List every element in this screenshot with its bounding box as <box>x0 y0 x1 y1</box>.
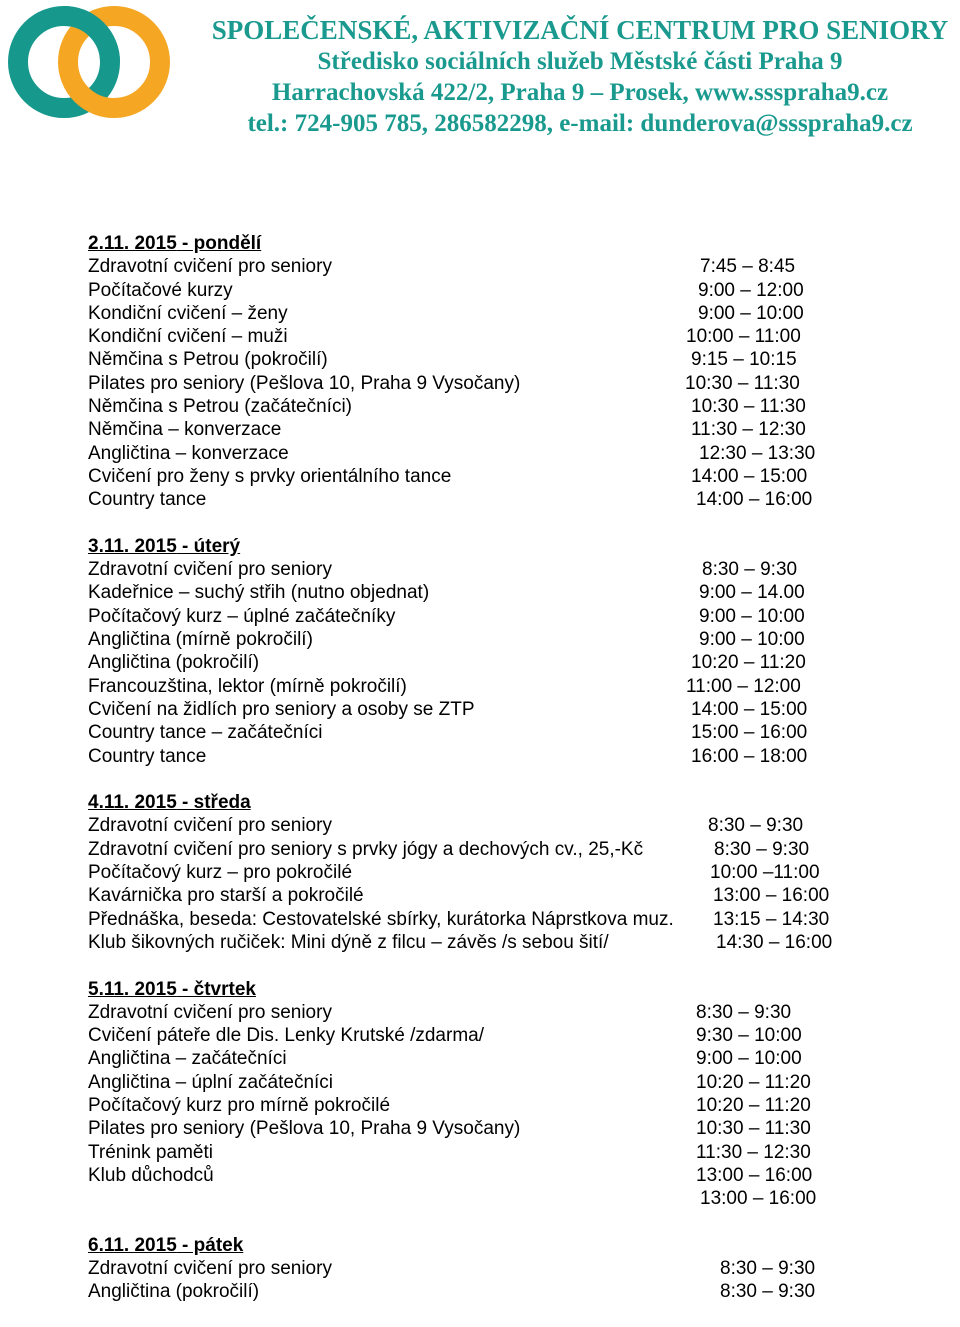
activity-time: 13:00 – 16:00 <box>696 1164 813 1186</box>
day-name: - středa <box>182 792 251 814</box>
activity-time: 11:00 – 12:00 <box>686 675 801 697</box>
day-heading <box>88 978 948 1001</box>
day-heading <box>88 1234 948 1257</box>
day-date: 2.11. 2015 <box>88 233 177 254</box>
activity-name: Cvičení pro ženy s prvky orientálního tance <box>88 465 452 487</box>
schedule-row <box>88 1187 948 1210</box>
activity-time: 10:00 – 11:00 <box>686 326 801 348</box>
activity-name: Country tance <box>88 745 207 767</box>
schedule-row <box>88 488 948 511</box>
day-name: - čtvrtek <box>182 978 256 1000</box>
day-section <box>88 978 948 1211</box>
activity-name: Angličtina (mírně pokročilí) <box>88 629 313 651</box>
header <box>200 14 960 139</box>
schedule-row <box>88 814 948 837</box>
activity-time: 9:00 – 10:00 <box>698 302 804 324</box>
activity-time: 12:30 – 13:30 <box>699 442 816 464</box>
activity-name: Kavárnička pro starší a pokročilé <box>88 885 364 907</box>
activity-time: 13:15 – 14:30 <box>713 908 830 930</box>
activity-time: 8:30 – 9:30 <box>720 1281 816 1303</box>
activity-time: 9:00 – 10:00 <box>699 629 805 651</box>
day-section <box>88 791 948 954</box>
activity-time: 9:15 – 10:15 <box>691 349 797 371</box>
day-date: 5.11. 2015 <box>88 978 177 1000</box>
logo-rings-icon <box>4 2 174 122</box>
day-heading <box>88 535 948 558</box>
schedule-row <box>88 1257 948 1280</box>
activity-time: 10:30 – 11:30 <box>685 372 800 394</box>
schedule-row <box>88 908 948 931</box>
activity-name: Počítačový kurz – úplné začátečníky <box>88 605 396 627</box>
day-heading <box>88 232 948 255</box>
activity-time: 9:30 – 10:00 <box>696 1025 802 1047</box>
schedule-row <box>88 1047 948 1070</box>
day-heading <box>88 791 948 814</box>
activity-time: 9:00 – 10:00 <box>699 605 805 627</box>
activity-time: 11:30 – 12:30 <box>691 419 806 441</box>
activity-time: 9:00 – 14.00 <box>699 582 805 604</box>
schedule-row <box>88 418 948 441</box>
day-section <box>88 232 948 512</box>
day-section <box>88 1234 948 1304</box>
header-address: Harrachovská 422/2, Praha 9 – Prosek, www.ssspraha9.cz <box>271 79 889 106</box>
activity-name: Kondiční cvičení – ženy <box>88 302 288 324</box>
activity-time: 16:00 – 18:00 <box>691 745 808 767</box>
activity-name: Zdravotní cvičení pro seniory s prvky jógy a dechových cv., 25,-Kč <box>88 838 644 860</box>
activity-name: Zdravotní cvičení pro seniory <box>88 1001 332 1023</box>
activity-time: 10:20 – 11:20 <box>696 1094 811 1116</box>
day-date: 3.11. 2015 <box>88 535 177 557</box>
schedule-row <box>88 279 948 302</box>
activity-time: 11:30 – 12:30 <box>696 1141 811 1163</box>
schedule-row <box>88 1071 948 1094</box>
activity-name: Němčina s Petrou (začátečníci) <box>88 396 352 418</box>
activity-name: Kadeřnice – suchý střih (nutno objednat) <box>88 582 430 604</box>
activity-time: 14:00 – 16:00 <box>696 489 813 511</box>
activity-name: Angličtina – konverzace <box>88 442 289 464</box>
activity-name: Angličtina (pokročilí) <box>88 652 260 674</box>
activity-time: 9:00 – 12:00 <box>698 279 804 301</box>
schedule-row <box>88 1141 948 1164</box>
day-date: 4.11. 2015 <box>88 792 177 814</box>
activity-name: Počítačové kurzy <box>88 279 233 301</box>
activity-name: Přednáška, beseda: Cestovatelské sbírky, kurátorka Náprstkova muz. <box>88 908 674 930</box>
header-organization: Středisko sociálních služeb Městské části Praha 9 <box>317 48 843 75</box>
activity-time: 9:00 – 10:00 <box>696 1048 802 1070</box>
activity-name: Angličtina – začátečníci <box>88 1048 287 1070</box>
activity-name: Angličtina (pokročilí) <box>88 1281 260 1303</box>
activity-name: Country tance – začátečníci <box>88 722 323 744</box>
activity-name: Klub důchodců <box>88 1164 214 1186</box>
activity-name: Zdravotní cvičení pro seniory <box>88 815 332 837</box>
activity-name: Zdravotní cvičení pro seniory <box>88 1258 332 1280</box>
activity-time: 8:30 – 9:30 <box>696 1001 792 1023</box>
schedule-row <box>88 1117 948 1140</box>
day-name: - pondělí <box>182 233 262 254</box>
activity-name: Pilates pro seniory (Pešlova 10, Praha 9 Vysočany) <box>88 372 521 394</box>
activity-time: 7:45 – 8:45 <box>700 256 796 278</box>
day-date: 6.11. 2015 <box>88 1234 177 1256</box>
activity-name: Cvičení na židlích pro seniory a osoby se ZTP <box>88 698 475 720</box>
activity-time: 14:00 – 15:00 <box>691 698 808 720</box>
schedule-row <box>88 651 948 674</box>
activity-time: 14:00 – 15:00 <box>691 465 808 487</box>
schedule-row <box>88 721 948 744</box>
schedule-row <box>88 372 948 395</box>
schedule-row <box>88 1280 948 1303</box>
activity-name: Počítačový kurz pro mírně pokročilé <box>88 1094 391 1116</box>
schedule-row <box>88 931 948 954</box>
activity-name: Němčina s Petrou (pokročilí) <box>88 349 328 371</box>
header-contact: tel.: 724-905 785, 286582298, e-mail: dunderova@ssspraha9.cz <box>247 110 913 137</box>
schedule-row <box>88 1024 948 1047</box>
activity-time: 13:00 – 16:00 <box>700 1188 817 1210</box>
activity-time: 8:30 – 9:30 <box>720 1258 816 1280</box>
schedule-row <box>88 628 948 651</box>
activity-name: Zdravotní cvičení pro seniory <box>88 559 332 581</box>
day-name: - úterý <box>182 535 241 557</box>
schedule-row <box>88 675 948 698</box>
activity-time: 14:30 – 16:00 <box>716 931 833 953</box>
activity-time: 10:30 – 11:30 <box>691 396 806 418</box>
schedule-row <box>88 255 948 278</box>
activity-time: 13:00 – 16:00 <box>713 885 830 907</box>
day-name: - pátek <box>182 1234 244 1256</box>
schedule-row <box>88 698 948 721</box>
activity-name: Angličtina – úplní začátečníci <box>88 1071 334 1093</box>
activity-time: 15:00 – 16:00 <box>691 722 808 744</box>
schedule-row <box>88 442 948 465</box>
schedule-row <box>88 395 948 418</box>
schedule-row <box>88 348 948 371</box>
schedule-row <box>88 745 948 768</box>
schedule-row <box>88 1001 948 1024</box>
day-section <box>88 535 948 768</box>
schedule-row <box>88 325 948 348</box>
schedule-row <box>88 302 948 325</box>
schedule-row <box>88 838 948 861</box>
schedule-row <box>88 558 948 581</box>
header-title: SPOLEČENSKÉ, AKTIVIZAČNÍ CENTRUM PRO SENIORY <box>211 15 949 45</box>
activity-name: Pilates pro seniory (Pešlova 10, Praha 9 Vysočany) <box>88 1118 521 1140</box>
schedule <box>88 232 948 1327</box>
schedule-row <box>88 581 948 604</box>
schedule-row <box>88 884 948 907</box>
activity-time: 10:00 –11:00 <box>710 862 820 884</box>
activity-name: Klub šikovných ručiček: Mini dýně z filcu – závěs /s sebou šití/ <box>88 931 609 953</box>
schedule-row <box>88 861 948 884</box>
activity-name: Počítačový kurz – pro pokročilé <box>88 862 353 884</box>
activity-name: Trénink paměti <box>88 1141 213 1163</box>
activity-name: Němčina – konverzace <box>88 419 282 441</box>
activity-time: 8:30 – 9:30 <box>714 838 810 860</box>
schedule-row <box>88 1164 948 1187</box>
activity-name: Francouzština, lektor (mírně pokročilí) <box>88 675 407 697</box>
activity-time: 10:30 – 11:30 <box>696 1118 811 1140</box>
activity-name: Cvičení páteře dle Dis. Lenky Krutské /zdarma/ <box>88 1025 485 1047</box>
schedule-row <box>88 605 948 628</box>
activity-time: 8:30 – 9:30 <box>702 559 798 581</box>
schedule-row <box>88 1094 948 1117</box>
activity-name: Kondiční cvičení – muži <box>88 326 288 348</box>
activity-name: Country tance <box>88 489 207 511</box>
activity-time: 10:20 – 11:20 <box>696 1071 811 1093</box>
activity-name: Zdravotní cvičení pro seniory <box>88 256 332 278</box>
activity-time: 10:20 – 11:20 <box>691 652 806 674</box>
activity-time: 8:30 – 9:30 <box>708 815 804 837</box>
schedule-row <box>88 465 948 488</box>
